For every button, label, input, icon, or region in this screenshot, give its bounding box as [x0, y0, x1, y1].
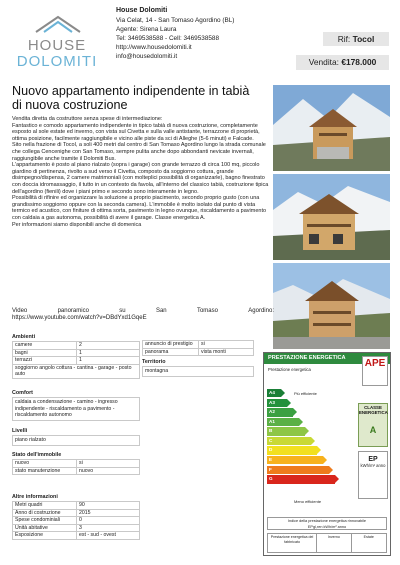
table-cell-key: annuncio di prestigio: [143, 341, 199, 349]
table-cell-value: si: [199, 341, 254, 349]
section-title: Livelli: [12, 428, 28, 434]
energy-band-b: B: [267, 427, 305, 435]
energy-footer-building: Prestazione energetica del fabbricato: [268, 534, 317, 552]
energy-band-c: C: [267, 437, 311, 445]
energy-subtitle: Prestazione energetica: [268, 367, 311, 372]
energy-class-box: [358, 403, 388, 447]
table-cell-value: nuovo: [77, 467, 140, 475]
table-row: [13, 349, 140, 357]
table-cell-value: 1: [77, 349, 140, 357]
extra-table: [142, 340, 254, 356]
table-cell-key: terrazzi: [13, 357, 77, 365]
energy-band-g: G: [267, 475, 335, 483]
property-photo[interactable]: [273, 174, 390, 260]
table-cell-value: vista monti: [199, 348, 254, 356]
description-paragraph: L'appartamento è posto al piano rialzato (sopra i garage) con grande terrazzo di circa 100 mq, piccolo giardino di pertinenza, rivolto a sud verso il Civetta, composto da soggiorno cottura, grande disimpegno/dispensa, 2 camere matrimoniali (con molteplici possibilità di organizzarle), bagno finestrato con doccia idromassaggio, il tutto in un contesto da favola, all'interno del classico tabià, costruzione tipica dell'agordino (fienili) dove i piani primo e secondo sono interamente in legno.: [12, 162, 269, 195]
energy-band-d: D: [267, 446, 317, 454]
video-caption-word: Agordino:: [248, 308, 274, 314]
table-row: [13, 502, 140, 510]
logo-word-house: HOUSE: [27, 37, 87, 54]
video-caption-word: panoramico: [57, 308, 89, 314]
roof-icon: [34, 14, 82, 34]
section-altre: [12, 494, 140, 540]
description-paragraph: Vendita diretta da costruttore senza spese di intermediazione:: [12, 116, 163, 122]
altre-table: [12, 501, 140, 540]
listing-title: Nuovo appartamento indipendente in tabià di nuova costruzione: [12, 84, 250, 112]
section-title: Territorio: [142, 359, 166, 365]
ep-box: [358, 451, 388, 499]
section-livelli: [12, 428, 140, 446]
more-efficient-label: Più efficiente: [294, 391, 317, 396]
agency-info: [116, 6, 306, 62]
table-row: [13, 364, 140, 378]
video-caption-word: su: [119, 308, 126, 314]
agency-phones: Tel: 3469538588 - Cell: 3469538588: [116, 35, 220, 43]
energy-band-e: E: [267, 456, 323, 464]
territorio-value: montagna: [142, 366, 254, 377]
agency-address: Via Celat, 14 - San Tomaso Agordino (BL): [116, 17, 235, 25]
section-title: Altre informazioni: [12, 494, 58, 500]
description-paragraph: Possibilità di rifinire ed organizzare la soluzione a proprio piacimento, secondo proprio gusto (con una grandissimo soggiorno oppure con la seconda camera). L'immobile è molto isolato dal punto di vista termico ed acustico, con finiture di ottima sorta, pavimento in legno ovunque, riscaldamento a pavimento con caldaia a gas autonoma, possibilità di avere il garage. Classe energetica A.: [12, 195, 267, 221]
reference-label: Rif:: [337, 34, 351, 44]
energy-band-a4: A4: [267, 389, 281, 397]
table-row: [13, 517, 140, 525]
table-cell-key: Esposizione: [13, 532, 77, 540]
photo-gallery: [273, 85, 390, 352]
video-url-link[interactable]: https://www.youtube.com/watch?v=DBdYxd1GqeE: [12, 315, 147, 322]
table-cell-value: 2015: [77, 509, 140, 517]
table-row: [13, 342, 140, 350]
property-photo[interactable]: [273, 263, 390, 349]
comfort-value: caldaia a condensazione - camino - ingresso indipendente - riscaldamento a pavimento - riscaldamento autonomo: [12, 397, 140, 421]
table-row: [143, 341, 254, 349]
table-cell-key: camere: [13, 342, 77, 350]
energy-bands: [267, 389, 335, 485]
energy-index-label: Indice della prestazione energetica rinnovabile: [287, 519, 367, 523]
table-cell-key: stato manutenzione: [13, 467, 77, 475]
listing-description: [12, 116, 270, 228]
less-efficient-label: Meno efficiente: [294, 499, 322, 504]
video-caption: [12, 308, 274, 315]
ep-label: EP: [368, 456, 378, 463]
table-cell-note: soggiorno angolo cottura - cantina - garage - posto auto: [13, 364, 140, 378]
table-cell-value: 3: [77, 524, 140, 532]
ape-logo-text: APE: [364, 358, 386, 369]
reference-code: Tocol: [352, 34, 375, 44]
agency-email-link[interactable]: info@housedolomiti.it: [116, 53, 178, 61]
reference-box: [323, 32, 389, 46]
energy-band-a2: A2: [267, 408, 293, 416]
table-row: [143, 348, 254, 356]
video-caption-word: Video: [12, 308, 28, 314]
table-row: [13, 357, 140, 365]
section-title: Ambienti: [12, 334, 36, 340]
table-cell-value: 90: [77, 502, 140, 510]
energy-header: PRESTAZIONE ENERGETICA: [264, 353, 390, 364]
energy-band-f: F: [267, 466, 329, 474]
agency-agent: Agente: Sirena Laura: [116, 26, 177, 34]
energy-footer-winter: Inverno: [317, 534, 351, 552]
description-paragraph: Sito nella frazione di Tocol, a soli 400 metri dal centro di San Tomaso Agordino lungo la strada comunale che collega Cencenighe con San Tomaso, sempre pulita anche dopo abbondanti nevicate invernali, raggiungibile anche tramite il Dolomiti Bus.: [12, 142, 266, 162]
energy-footer: [267, 533, 387, 553]
table-row: [13, 524, 140, 532]
table-row: [13, 509, 140, 517]
section-territorio: [142, 359, 254, 377]
video-caption-word: San: [155, 308, 167, 314]
table-cell-key: Unità abitative: [13, 524, 77, 532]
energy-index-box: [267, 517, 387, 530]
energy-band-a1: A1: [267, 418, 299, 426]
agency-website-link[interactable]: http://www.housedolomiti.it: [116, 44, 192, 52]
table-cell-value: est - sud - ovest: [77, 532, 140, 540]
table-cell-key: Metri quadri: [13, 502, 77, 510]
table-cell-key: bagni: [13, 349, 77, 357]
section-extra: [142, 340, 254, 356]
table-cell-key: panorama: [143, 348, 199, 356]
table-cell-value: 0: [77, 517, 140, 525]
table-cell-key: Spese condominiali: [13, 517, 77, 525]
price-box: [296, 55, 389, 70]
table-cell-key: nuovo: [13, 460, 77, 468]
livelli-value: piano rialzato: [12, 435, 140, 446]
table-row: [13, 532, 140, 540]
agency-name: House Dolomiti: [116, 7, 168, 14]
energy-class-value: A: [369, 425, 377, 435]
section-title: Comfort: [12, 390, 33, 396]
energy-certificate: [263, 352, 391, 556]
section-title: Stato dell'immobile: [12, 452, 62, 458]
energy-footer-summer: Estate: [363, 535, 374, 539]
ambienti-table: [12, 341, 140, 379]
table-row: [13, 467, 140, 475]
property-photo[interactable]: [273, 85, 390, 171]
energy-index-unit: EPgl,ren kWh/m² anno: [307, 524, 347, 529]
table-cell-key: Anno di costruzione: [13, 509, 77, 517]
house-dolomiti-logo: [12, 14, 102, 68]
section-comfort: [12, 390, 140, 421]
section-stato: [12, 452, 140, 475]
table-row: [13, 460, 140, 468]
table-cell-value: si: [77, 460, 140, 468]
price-label: Vendita:: [308, 57, 339, 67]
energy-class-label: CLASSE ENERGETICA: [359, 405, 388, 415]
table-cell-value: 2: [77, 342, 140, 350]
ep-unit: kWh/m² anno: [360, 463, 386, 468]
ape-logo: [362, 356, 388, 386]
price-value: €178.000: [341, 57, 377, 67]
description-paragraph: Per informazioni siamo disponibili anche di domenica: [12, 221, 142, 228]
table-cell-value: 1: [77, 357, 140, 365]
description-paragraph: Fantastico e comodo appartamento indipendente in tipico tabià di nuova costruzione, completamente esposto al sole estate ed inverno, con vista sul Civetta e sulla valle antistante, terrazzone di proprietà, ottima posizione, facilmente raggiungibile e vicino alle piste da sci di Alleghe (5-6 minuti) e Falcade.: [12, 122, 260, 142]
stato-table: [12, 459, 140, 475]
video-section: [12, 308, 274, 323]
logo-word-dolomiti: DOLOMITI: [16, 53, 98, 70]
section-ambienti: [12, 334, 140, 379]
energy-band-a3: A3: [267, 399, 287, 407]
video-caption-word: Tomaso: [196, 308, 218, 314]
